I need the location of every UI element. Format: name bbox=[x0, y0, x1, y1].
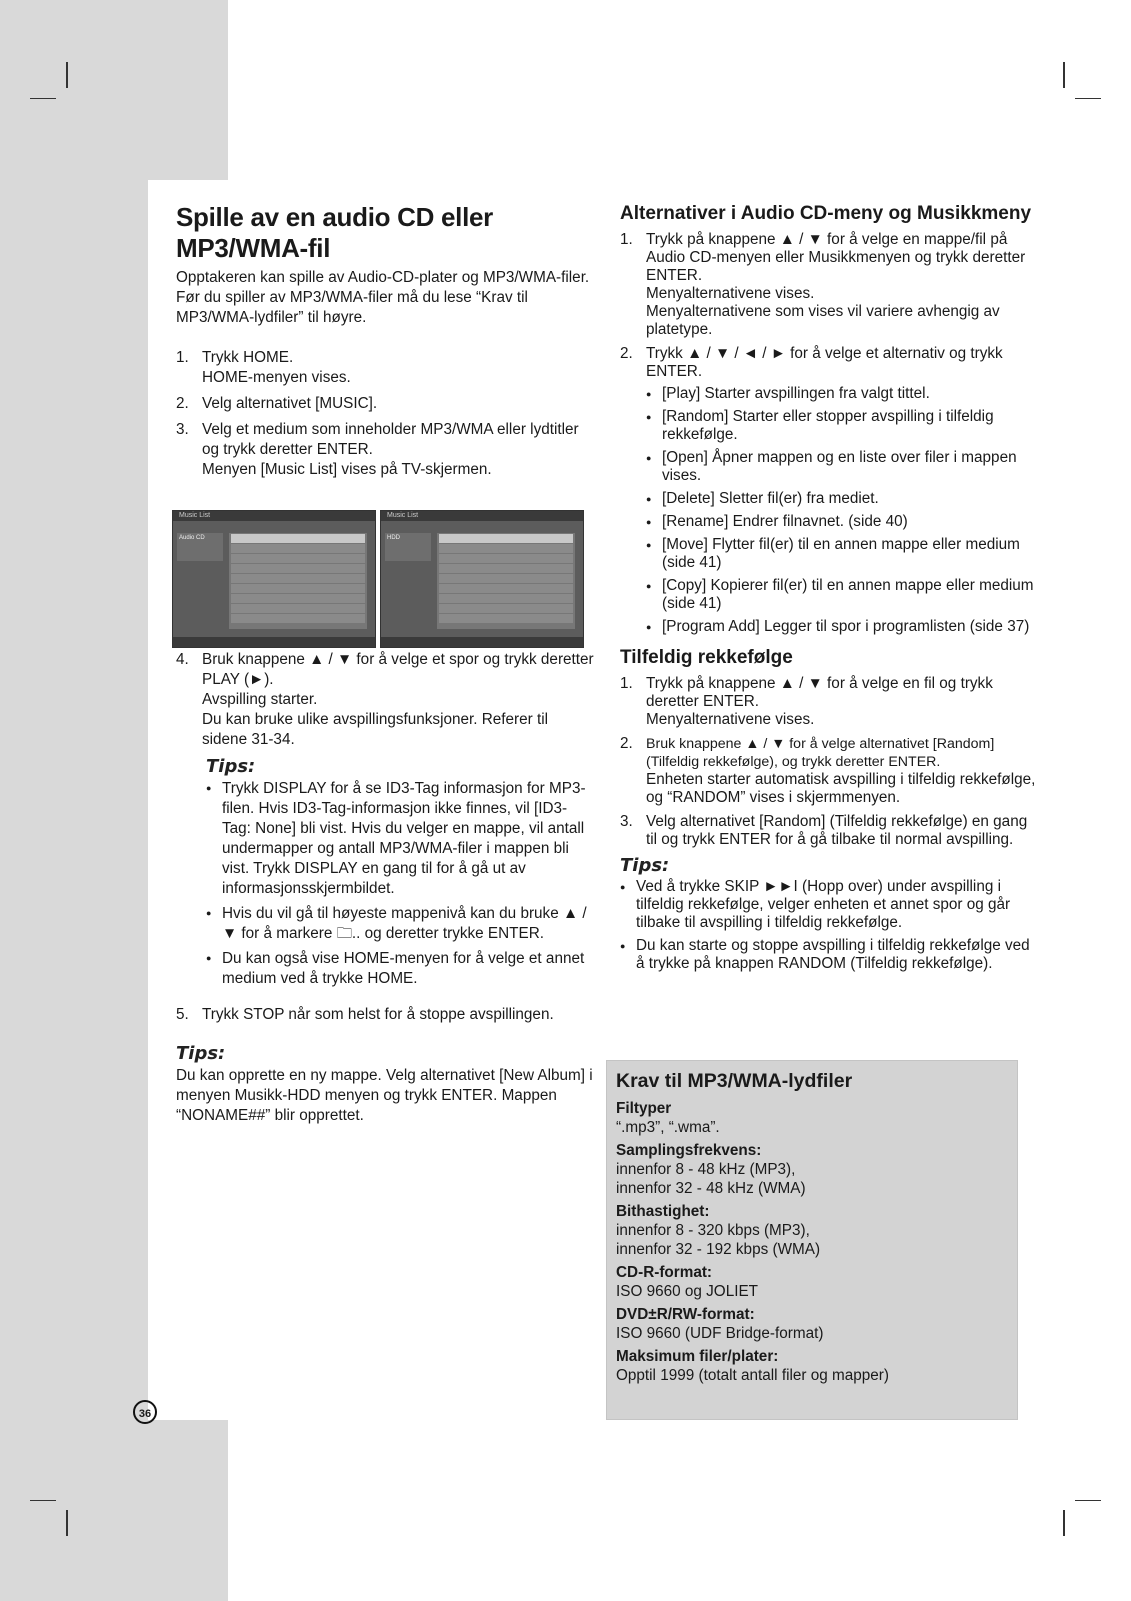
options-list bbox=[646, 385, 1038, 636]
tips-label: Tips: bbox=[176, 1043, 226, 1064]
step-item bbox=[620, 735, 1038, 807]
left-column bbox=[176, 180, 596, 486]
option-item: ● [Move] Flytter fil(er) til en annen mappe eller medium (side 41) bbox=[646, 536, 1038, 572]
req-label: DVD±R/RW-format: bbox=[616, 1306, 755, 1323]
section-title-random: Tilfeldig rekkefølge bbox=[620, 647, 793, 668]
step-number: 1. bbox=[620, 231, 633, 248]
step-number: 2. bbox=[620, 345, 633, 362]
option-item: ● [Play] Starter avspillingen fra valgt tittel. bbox=[646, 385, 1038, 403]
crop-mark bbox=[66, 62, 68, 88]
step-text: Trykk på knappene ▲ / ▼ for å velge en fil og trykk deretter ENTER. bbox=[646, 675, 993, 710]
step-item bbox=[620, 231, 1038, 339]
tips-label: Tips: bbox=[206, 756, 256, 777]
crop-mark bbox=[1075, 98, 1101, 99]
option-item: ● [Open] Åpner mappen og en liste over filer i mappen vises. bbox=[646, 449, 1038, 485]
step-number: 3. bbox=[620, 813, 633, 830]
tips-label: Tips: bbox=[620, 855, 670, 876]
req-value: innenfor 8 - 320 kbps (MP3), bbox=[616, 1222, 810, 1239]
page-content bbox=[148, 180, 1038, 1420]
req-label: Bithastighet: bbox=[616, 1203, 710, 1220]
left-column-lower bbox=[176, 650, 596, 1126]
screen-track-list bbox=[229, 533, 367, 629]
req-value: innenfor 8 - 48 kHz (MP3), bbox=[616, 1161, 796, 1178]
step-text: Du kan bruke ulike avspillingsfunksjoner. Referer til sidene 31-34. bbox=[202, 711, 549, 748]
crop-mark bbox=[30, 1500, 56, 1501]
steps-list bbox=[176, 348, 596, 480]
screen-title-bar: Music List bbox=[173, 511, 375, 521]
requirements-title: Krav til MP3/WMA-lydfiler bbox=[616, 1070, 853, 1092]
req-value: ISO 9660 (UDF Bridge-format) bbox=[616, 1325, 824, 1342]
step-text: HOME-menyen vises. bbox=[202, 369, 351, 386]
steps-list bbox=[176, 1005, 596, 1025]
section-title-options: Alternativer i Audio CD-meny og Musikkmeny bbox=[620, 203, 1032, 224]
step-item bbox=[176, 1005, 596, 1025]
steps-list bbox=[176, 650, 596, 750]
gray-band-top bbox=[0, 0, 228, 180]
step-text: Trykk ▲ / ▼ / ◄ / ► for å velge et alternativ og trykk ENTER. bbox=[646, 345, 1003, 380]
step-text: Bruk knappene ▲ / ▼ for å velge et spor og trykk deretter PLAY (►). bbox=[202, 651, 594, 688]
music-list-screenshot-cd bbox=[172, 510, 376, 648]
step-text: Velg alternativet [MUSIC]. bbox=[202, 395, 378, 412]
req-value: “.mp3”, “.wma”. bbox=[616, 1119, 720, 1136]
tips-list bbox=[206, 779, 596, 989]
random-steps bbox=[620, 675, 1038, 849]
gray-band-bottom bbox=[0, 1420, 228, 1601]
tips-block bbox=[176, 756, 596, 989]
step-text: Velg alternativet [Random] (Tilfeldig rekkefølge) en gang til og trykk ENTER for å gå tilbake til normal avspilling. bbox=[646, 813, 1028, 848]
page-number: 36 bbox=[133, 1400, 157, 1424]
tip-item: ● Hvis du vil gå til høyeste mappenivå kan du bruke ▲ / ▼ for å markere 🗀.. og deretter trykke ENTER. bbox=[206, 904, 596, 944]
option-item: ● [Rename] Endrer filnavnet. (side 40) bbox=[646, 513, 1038, 531]
tips-paragraph: Du kan opprette en ny mappe. Velg alternativet [New Album] i menyen Musikk-HDD menyen og trykk ENTER. Mappen “NONAME##” blir opprettet. bbox=[176, 1067, 593, 1124]
req-value: innenfor 32 - 192 kbps (WMA) bbox=[616, 1241, 821, 1258]
step-item bbox=[620, 675, 1038, 729]
crop-mark bbox=[1075, 1500, 1101, 1501]
option-item: ● [Random] Starter eller stopper avspilling i tilfeldig rekkefølge. bbox=[646, 408, 1038, 444]
step-item bbox=[176, 420, 596, 480]
crop-mark bbox=[1063, 1510, 1065, 1536]
crop-mark bbox=[30, 98, 56, 99]
page-title: Spille av en audio CD eller MP3/WMA-fil bbox=[176, 202, 494, 263]
step-text: Enheten starter automatisk avspilling i tilfeldig rekkefølge, og “RANDOM” vises i skjermmenyen. bbox=[646, 771, 1036, 806]
tip-item: ● Trykk DISPLAY for å se ID3-Tag informasjon for MP3-filen. Hvis ID3-Tag-informasjon ikke finnes, vil [ID3-Tag: None] bli vist. Hvis du velger en mappe, vil antall undermapper og antall MP3/WMA-filer i mappen bli vist. Trykk DISPLAY en gang til for å gå ut av informasjonsskjermbildet. bbox=[206, 779, 596, 899]
step-number: 2. bbox=[620, 735, 633, 752]
step-item bbox=[620, 813, 1038, 849]
music-list-screenshot-hdd bbox=[380, 510, 584, 648]
req-value: ISO 9660 og JOLIET bbox=[616, 1283, 758, 1300]
step-text: Menyalternativene vises. bbox=[646, 285, 815, 302]
step-text: Avspilling starter. bbox=[202, 691, 318, 708]
options-steps bbox=[620, 231, 1038, 636]
req-label: Samplingsfrekvens: bbox=[616, 1142, 762, 1159]
step-text: Menyalternativene vises. bbox=[646, 711, 815, 728]
req-label: Maksimum filer/plater: bbox=[616, 1348, 779, 1365]
step-text: Menyalternativene som vises vil variere avhengig av platetype. bbox=[646, 303, 1000, 338]
req-value: innenfor 32 - 48 kHz (WMA) bbox=[616, 1180, 806, 1197]
mp3-wma-requirements-box bbox=[606, 1060, 1018, 1420]
step-number: 1. bbox=[620, 675, 633, 692]
req-label: Filtyper bbox=[616, 1100, 672, 1117]
step-item bbox=[620, 345, 1038, 636]
step-number: 4. bbox=[176, 651, 189, 668]
screen-title-bar: Music List bbox=[381, 511, 583, 521]
intro-paragraph: Før du spiller av MP3/WMA-filer må du lese “Krav til MP3/WMA-lydfiler” til høyre. bbox=[176, 289, 528, 326]
req-value: Opptil 1999 (totalt antall filer og mapper) bbox=[616, 1367, 889, 1384]
option-item: ● [Delete] Sletter fil(er) fra mediet. bbox=[646, 490, 1038, 508]
step-item bbox=[176, 394, 596, 414]
step-text: Trykk på knappene ▲ / ▼ for å velge en mappe/fil på Audio CD-menyen eller Musikkmenyen og trykk deretter ENTER. bbox=[646, 231, 1026, 284]
tips-list bbox=[620, 878, 1038, 973]
step-number: 5. bbox=[176, 1006, 189, 1023]
screen-side-panel: HDD bbox=[385, 533, 431, 561]
step-number: 3. bbox=[176, 421, 189, 438]
step-text: Trykk STOP når som helst for å stoppe avspillingen. bbox=[202, 1006, 554, 1023]
screen-footer-bar bbox=[173, 637, 375, 647]
step-number: 1. bbox=[176, 349, 189, 366]
screen-folder-list bbox=[437, 533, 575, 629]
gray-band-left bbox=[0, 180, 148, 1420]
step-text: Menyen [Music List] vises på TV-skjermen. bbox=[202, 461, 492, 478]
screen-footer-bar bbox=[381, 637, 583, 647]
step-text: Velg et medium som inneholder MP3/WMA eller lydtitler og trykk deretter ENTER. bbox=[202, 421, 579, 458]
crop-mark bbox=[66, 1510, 68, 1536]
intro-paragraph: Opptakeren kan spille av Audio-CD-plater og MP3/WMA-filer. bbox=[176, 269, 590, 286]
step-item bbox=[176, 650, 596, 750]
option-item: ● [Copy] Kopierer fil(er) til en annen mappe eller medium (side 41) bbox=[646, 577, 1038, 613]
step-text: Bruk knappene ▲ / ▼ for å velge alternativet [Random] (Tilfeldig rekkefølge), og trykk deretter ENTER. bbox=[646, 736, 995, 770]
step-item bbox=[176, 348, 596, 388]
tip-item: ● Du kan starte og stoppe avspilling i tilfeldig rekkefølge ved å trykke på knappen RANDOM (Tilfeldig rekkefølge). bbox=[620, 937, 1038, 973]
tip-item: ● Ved å trykke SKIP ►►I (Hopp over) under avspilling i tilfeldig rekkefølge, velger enheten et annet spor og går tilbake til avspilling i tilfeldig rekkefølge. bbox=[620, 878, 1038, 932]
req-label: CD-R-format: bbox=[616, 1264, 713, 1281]
step-number: 2. bbox=[176, 395, 189, 412]
option-item: ● [Program Add] Legger til spor i programlisten (side 37) bbox=[646, 618, 1038, 636]
step-text: Trykk HOME. bbox=[202, 349, 294, 366]
tip-item: ● Du kan også vise HOME-menyen for å velge et annet medium ved å trykke HOME. bbox=[206, 949, 596, 989]
right-column bbox=[620, 202, 1038, 978]
screen-side-panel: Audio CD bbox=[177, 533, 223, 561]
crop-mark bbox=[1063, 62, 1065, 88]
